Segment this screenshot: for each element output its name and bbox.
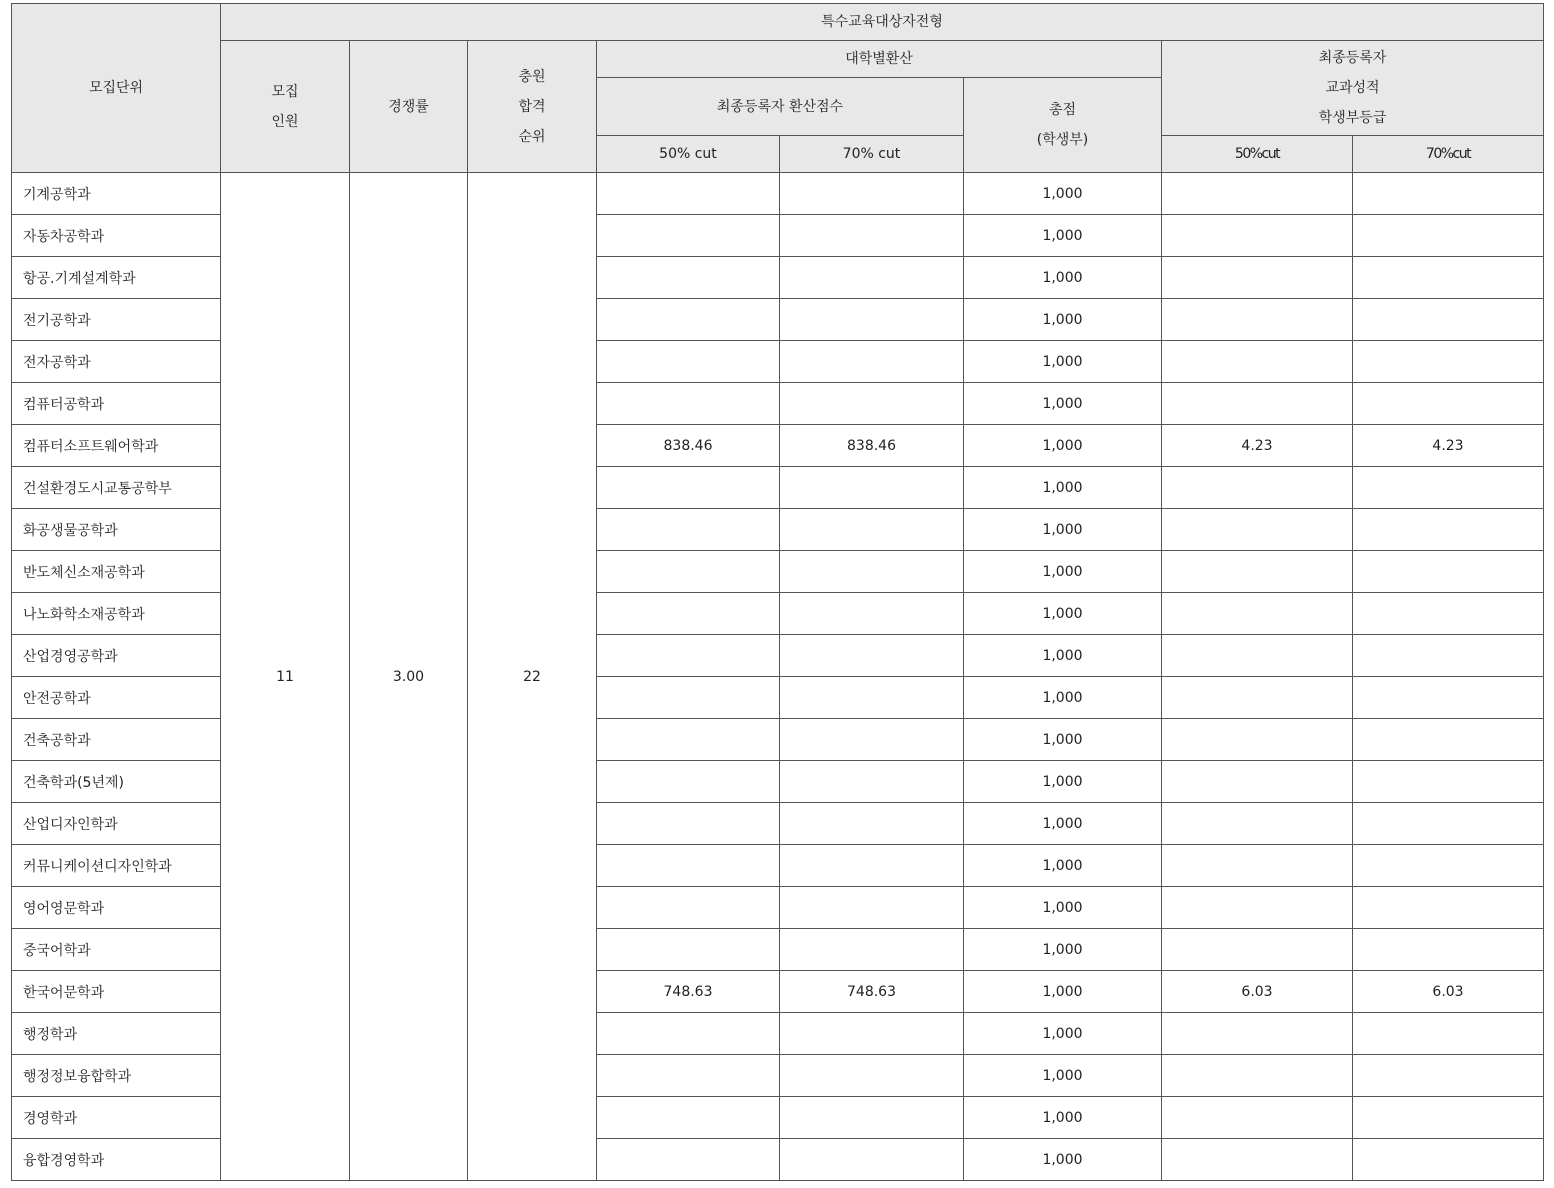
score-cut50-cell — [597, 173, 780, 215]
score-cut70-cell — [780, 173, 964, 215]
department-cell: 컴퓨터공학과 — [12, 383, 221, 425]
competition-value-cell: 3.00 — [350, 173, 468, 1181]
total-score-cell: 1,000 — [964, 383, 1162, 425]
department-cell: 나노화학소재공학과 — [12, 593, 221, 635]
score-cut50-cell — [597, 383, 780, 425]
grade-cut70-cell — [1353, 299, 1544, 341]
score-cut50-cell — [597, 803, 780, 845]
department-cell: 융합경영학과 — [12, 1139, 221, 1181]
score-cut70-cell — [780, 509, 964, 551]
score-cut50-cell — [597, 845, 780, 887]
total-header-line: (학생부) — [1036, 132, 1089, 148]
department-cell: 중국어학과 — [12, 929, 221, 971]
score-cut70-cell — [780, 719, 964, 761]
score-cut50-cell — [597, 467, 780, 509]
grade-cut50-cell — [1162, 1139, 1353, 1181]
department-cell: 행정학과 — [12, 1013, 221, 1055]
track-title-header: 특수교육대상자전형 — [221, 4, 1544, 41]
total-score-header — [964, 78, 1162, 173]
grade-cut70-cell — [1353, 1055, 1544, 1097]
score-cut70-cell — [780, 635, 964, 677]
score-cut50-cell — [597, 635, 780, 677]
score-cut70-cell — [780, 929, 964, 971]
score-cut50-cell — [597, 887, 780, 929]
grade-cut50-cell — [1162, 215, 1353, 257]
score-cut70-cell — [780, 383, 964, 425]
score-cut50-cell — [597, 257, 780, 299]
final-score-header: 최종등록자 환산점수 — [597, 78, 964, 136]
department-cell: 건축공학과 — [12, 719, 221, 761]
competition-rate-header: 경쟁률 — [350, 41, 468, 173]
score-cut50-header: 50% cut — [597, 136, 780, 173]
total-score-cell: 1,000 — [964, 887, 1162, 929]
department-cell: 한국어문학과 — [12, 971, 221, 1013]
grade-cut70-cell — [1353, 761, 1544, 803]
grade-header-line: 최종등록자 — [1318, 50, 1387, 66]
department-cell: 행정정보융합학과 — [12, 1055, 221, 1097]
score-cut50-cell — [597, 1097, 780, 1139]
department-cell: 반도체신소재공학과 — [12, 551, 221, 593]
grade-cut70-cell — [1353, 173, 1544, 215]
total-score-cell: 1,000 — [964, 719, 1162, 761]
total-score-cell: 1,000 — [964, 1055, 1162, 1097]
score-cut50-cell: 838.46 — [597, 425, 780, 467]
grade-cut70-cell — [1353, 215, 1544, 257]
score-cut50-cell — [597, 1013, 780, 1055]
grade-cut70-cell — [1353, 383, 1544, 425]
total-score-cell: 1,000 — [964, 1139, 1162, 1181]
table-header — [12, 4, 1544, 173]
admission-results-table — [11, 3, 1544, 1181]
score-cut50-cell — [597, 215, 780, 257]
score-cut70-cell — [780, 341, 964, 383]
total-header-line: 총점 — [1048, 102, 1077, 118]
total-score-cell: 1,000 — [964, 299, 1162, 341]
grade-cut50-cell — [1162, 341, 1353, 383]
score-cut50-cell — [597, 1055, 780, 1097]
score-cut50-cell — [597, 761, 780, 803]
grade-cut70-header: 70%cut — [1353, 136, 1544, 173]
department-cell: 컴퓨터소프트웨어학과 — [12, 425, 221, 467]
score-cut70-cell: 838.46 — [780, 425, 964, 467]
score-cut70-cell — [780, 551, 964, 593]
score-cut50-cell — [597, 341, 780, 383]
grade-cut70-cell — [1353, 551, 1544, 593]
total-score-cell: 1,000 — [964, 929, 1162, 971]
grade-cut70-cell — [1353, 719, 1544, 761]
score-cut70-cell — [780, 467, 964, 509]
grade-header-line: 학생부등급 — [1318, 110, 1387, 126]
department-cell: 경영학과 — [12, 1097, 221, 1139]
total-score-cell: 1,000 — [964, 509, 1162, 551]
conversion-header: 대학별환산 — [597, 41, 1162, 78]
unit-header: 모집단위 — [12, 4, 221, 173]
grade-cut70-cell — [1353, 257, 1544, 299]
score-cut50-cell — [597, 299, 780, 341]
score-cut70-header: 70% cut — [780, 136, 964, 173]
grade-cut70-cell — [1353, 1139, 1544, 1181]
grade-header-line: 교과성적 — [1325, 80, 1380, 96]
grade-cut50-cell — [1162, 1013, 1353, 1055]
score-cut70-cell — [780, 761, 964, 803]
total-score-cell: 1,000 — [964, 845, 1162, 887]
grade-cut50-cell — [1162, 761, 1353, 803]
final-grade-header — [1162, 41, 1544, 136]
grade-cut50-cell — [1162, 677, 1353, 719]
grade-cut50-cell — [1162, 635, 1353, 677]
department-cell: 화공생물공학과 — [12, 509, 221, 551]
grade-cut70-cell — [1353, 467, 1544, 509]
waitlist-header-line: 합격 — [518, 98, 546, 115]
waitlist-header-line: 충원 — [518, 68, 546, 85]
grade-cut50-cell — [1162, 257, 1353, 299]
recruit-header-line: 모집 — [271, 83, 299, 100]
score-cut50-cell — [597, 551, 780, 593]
grade-cut50-cell — [1162, 383, 1353, 425]
grade-cut50-cell — [1162, 299, 1353, 341]
department-cell: 영어영문학과 — [12, 887, 221, 929]
score-cut70-cell — [780, 299, 964, 341]
waitlist-value-cell: 22 — [468, 173, 597, 1181]
grade-cut70-cell — [1353, 1097, 1544, 1139]
department-cell: 커뮤니케이션디자인학과 — [12, 845, 221, 887]
grade-cut50-cell — [1162, 803, 1353, 845]
grade-cut70-cell — [1353, 593, 1544, 635]
total-score-cell: 1,000 — [964, 593, 1162, 635]
waitlist-rank-header — [468, 41, 597, 173]
total-score-cell: 1,000 — [964, 425, 1162, 467]
grade-cut70-cell: 6.03 — [1353, 971, 1544, 1013]
score-cut50-cell — [597, 509, 780, 551]
grade-cut50-cell: 4.23 — [1162, 425, 1353, 467]
grade-cut50-cell — [1162, 551, 1353, 593]
total-score-cell: 1,000 — [964, 677, 1162, 719]
department-cell: 건설환경도시교통공학부 — [12, 467, 221, 509]
grade-cut70-cell — [1353, 635, 1544, 677]
grade-cut50-cell — [1162, 509, 1353, 551]
department-cell: 전기공학과 — [12, 299, 221, 341]
total-score-cell: 1,000 — [964, 467, 1162, 509]
department-cell: 산업디자인학과 — [12, 803, 221, 845]
score-cut70-cell — [780, 677, 964, 719]
grade-cut50-header: 50%cut — [1162, 136, 1353, 173]
score-cut70-cell — [780, 215, 964, 257]
grade-cut70-cell — [1353, 509, 1544, 551]
grade-cut50-cell — [1162, 1055, 1353, 1097]
grade-cut70-cell — [1353, 929, 1544, 971]
grade-cut50-cell — [1162, 593, 1353, 635]
table-row — [12, 173, 1544, 215]
recruit-count-header — [221, 41, 350, 173]
score-cut70-cell — [780, 257, 964, 299]
score-cut50-cell: 748.63 — [597, 971, 780, 1013]
department-cell: 안전공학과 — [12, 677, 221, 719]
grade-cut50-cell: 6.03 — [1162, 971, 1353, 1013]
grade-cut70-cell — [1353, 341, 1544, 383]
grade-cut50-cell — [1162, 719, 1353, 761]
department-cell: 산업경영공학과 — [12, 635, 221, 677]
grade-cut70-cell: 4.23 — [1353, 425, 1544, 467]
department-cell: 자동차공학과 — [12, 215, 221, 257]
score-cut50-cell — [597, 593, 780, 635]
score-cut70-cell — [780, 1097, 964, 1139]
waitlist-header-line: 순위 — [518, 128, 546, 145]
score-cut70-cell — [780, 1139, 964, 1181]
recruit-value-cell: 11 — [221, 173, 350, 1181]
grade-cut50-cell — [1162, 887, 1353, 929]
score-cut50-cell — [597, 929, 780, 971]
department-cell: 기계공학과 — [12, 173, 221, 215]
total-score-cell: 1,000 — [964, 971, 1162, 1013]
score-cut50-cell — [597, 719, 780, 761]
grade-cut70-cell — [1353, 677, 1544, 719]
total-score-cell: 1,000 — [964, 551, 1162, 593]
grade-cut50-cell — [1162, 929, 1353, 971]
score-cut70-cell — [780, 887, 964, 929]
total-score-cell: 1,000 — [964, 173, 1162, 215]
grade-cut70-cell — [1353, 1013, 1544, 1055]
score-cut70-cell: 748.63 — [780, 971, 964, 1013]
score-cut50-cell — [597, 1139, 780, 1181]
total-score-cell: 1,000 — [964, 1013, 1162, 1055]
department-cell: 건축학과(5년제) — [12, 761, 221, 803]
department-cell: 전자공학과 — [12, 341, 221, 383]
grade-cut70-cell — [1353, 845, 1544, 887]
grade-cut50-cell — [1162, 1097, 1353, 1139]
table-body — [12, 173, 1544, 1181]
score-cut70-cell — [780, 803, 964, 845]
score-cut70-cell — [780, 593, 964, 635]
score-cut70-cell — [780, 1055, 964, 1097]
total-score-cell: 1,000 — [964, 761, 1162, 803]
total-score-cell: 1,000 — [964, 257, 1162, 299]
total-score-cell: 1,000 — [964, 635, 1162, 677]
grade-cut50-cell — [1162, 845, 1353, 887]
score-cut70-cell — [780, 1013, 964, 1055]
grade-cut70-cell — [1353, 803, 1544, 845]
score-cut70-cell — [780, 845, 964, 887]
total-score-cell: 1,000 — [964, 215, 1162, 257]
total-score-cell: 1,000 — [964, 1097, 1162, 1139]
recruit-header-line: 인원 — [271, 113, 299, 130]
department-cell: 항공.기계설계학과 — [12, 257, 221, 299]
grade-cut50-cell — [1162, 173, 1353, 215]
grade-cut50-cell — [1162, 467, 1353, 509]
grade-cut70-cell — [1353, 887, 1544, 929]
total-score-cell: 1,000 — [964, 341, 1162, 383]
total-score-cell: 1,000 — [964, 803, 1162, 845]
score-cut50-cell — [597, 677, 780, 719]
